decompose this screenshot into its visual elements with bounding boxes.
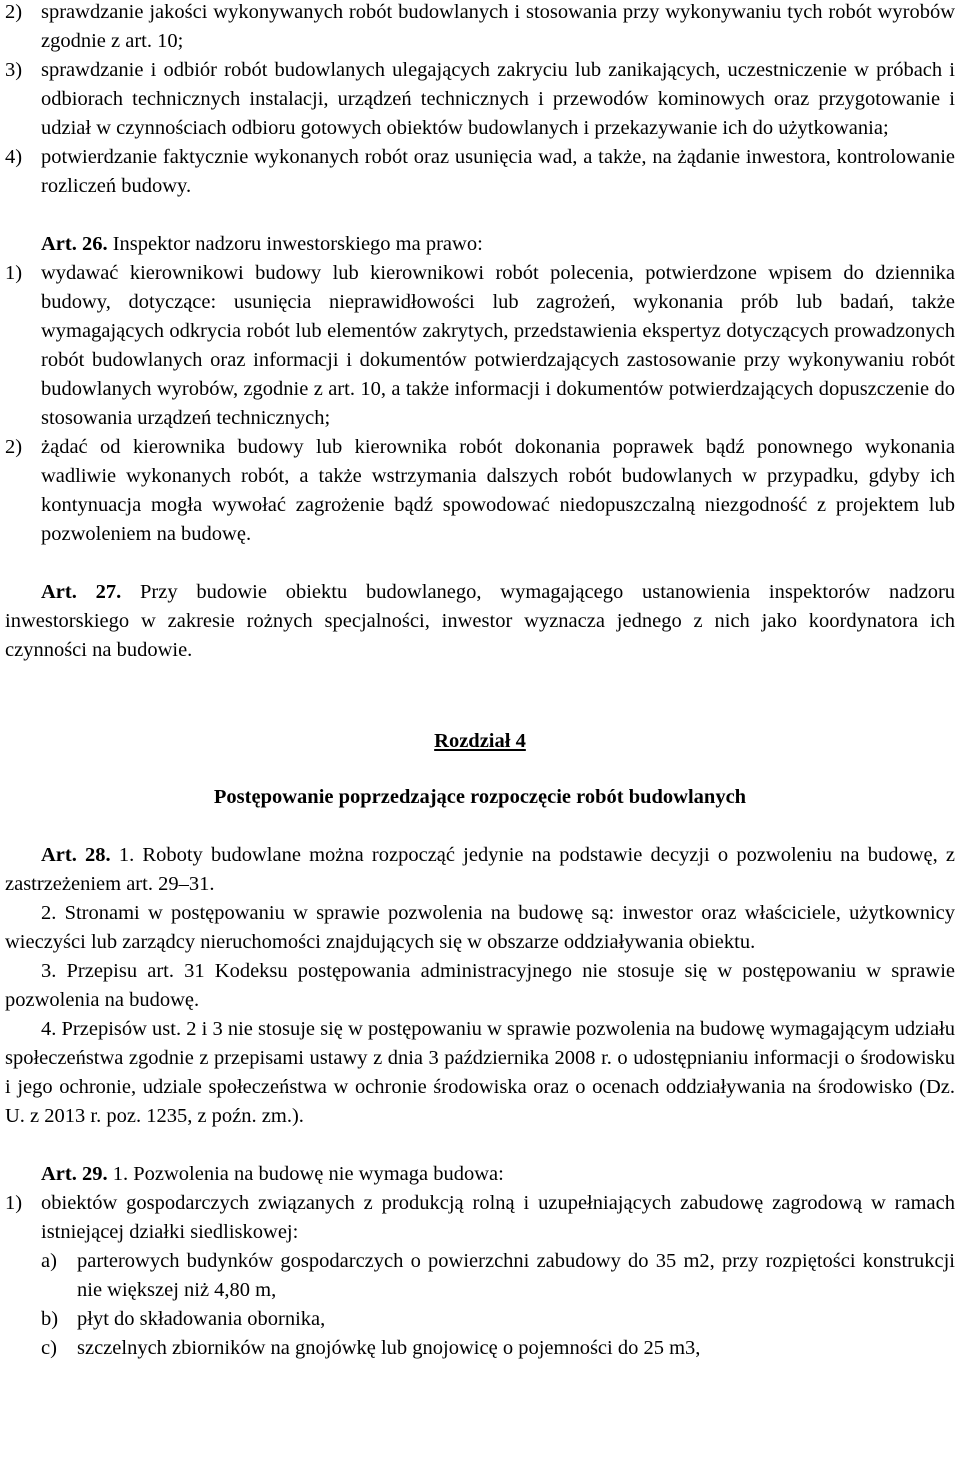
- sub-list-item: [5, 1247, 955, 1305]
- sub-list-item: [5, 1305, 955, 1334]
- item-text: obiektów gospodarczych związanych z produkcją rolną i uzupełniających zabudowę zagrodową w ramach istniejącej działki siedliskowej:: [41, 1192, 955, 1243]
- item-text: wydawać kierownikowi budowy lub kierownikowi robót polecenia, potwierdzone wpisem do dziennika budowy, dotyczące: usunięcia nieprawidłowości lub zagrożeń, wykonania prób lub badań, także wymagających odkrycia robót lub elementów zakrytych, przedstawienia ekspertyz dotyczących prowadzonych robót budowlanych oraz informacji i dokumentów potwierdzających zastosowanie przy wykonywaniu robót budowlanych wyrobów, zgodnie z art. 10, a także informacji i dokumentów potwierdzających dopuszczenie do stosowania urządzeń technicznych;: [41, 262, 955, 429]
- item-text: żądać od kierownika budowy lub kierownika robót dokonania poprawek bądź ponownego wykonania wadliwie wykonanych robót, a także wstrzymania dalszych robót budowlanych w przypadku, gdyby ich kontynuacja mogła wywołać zagrożenie bądź spowodować niedopuszczalną niezgodność z projektem lub pozwoleniem na budowę.: [41, 436, 955, 545]
- article-28-para-2: 2. Stronami w postępowaniu w sprawie pozwolenia na budowę są: inwestor oraz właściciele, użytkownicy wieczyści lub zarządcy nieruchomości znajdujących się w obszarze oddziaływania obiektu.: [5, 902, 955, 953]
- article-intro-text: 1. Pozwolenia na budowę nie wymaga budowa:: [112, 1163, 504, 1185]
- article-text: Przy budowie obiektu budowlanego, wymagającego ustanowienia inspektorów nadzoru inwestorskiego w zakresie rożnych specjalności, inwestor wyznacza jednego z nich jako koordynatora ich czynności na budowie.: [5, 581, 956, 661]
- article-label: Art. 29.: [41, 1163, 108, 1185]
- article-28-para-4: 4. Przepisów ust. 2 i 3 nie stosuje się w postępowaniu w sprawie pozwolenia na budowę wymagającym udziału społeczeństwa zgodnie z przepisami ustawy z dnia 3 października 2008 r. o udostępnianiu informacji o środowisku i jego ochronie, udziale społeczeństwa w ochronie środowiska oraz o ocenach oddziaływania na środowisko (Dz. U. z 2013 r. poz. 1235, z poźn. zm.).: [5, 1018, 955, 1127]
- article-intro-text: Inspektor nadzoru inwestorskiego ma prawo:: [112, 233, 483, 255]
- list-item: [5, 259, 955, 433]
- chapter-number: Rozdział 4: [434, 730, 526, 752]
- list-item: [5, 0, 955, 56]
- item-text: sprawdzanie jakości wykonywanych robót budowlanych i stosowania przy wykonywaniu tych robót wyrobów zgodnie z art. 10;: [41, 1, 955, 52]
- article-label: Art. 26.: [41, 233, 108, 255]
- sub-item-letter: b): [41, 1308, 59, 1330]
- sub-item-text: szczelnych zbiorników na gnojówkę lub gnojowicę o pojemności do 25 m3,: [77, 1337, 701, 1359]
- sub-list-item: [5, 1334, 955, 1363]
- item-number: 3): [5, 59, 23, 81]
- item-number: 4): [5, 146, 23, 168]
- list-item: [5, 1189, 955, 1247]
- article-27: [5, 578, 955, 665]
- article-28-para-1: [5, 841, 955, 899]
- list-item: [5, 56, 955, 143]
- sub-item-letter: c): [41, 1337, 57, 1359]
- chapter-title: Postępowanie poprzedzające rozpoczęcie robót budowlanych: [213, 786, 747, 808]
- item-number: 2): [5, 436, 23, 458]
- item-number: 1): [5, 1192, 23, 1214]
- item-text: potwierdzanie faktycznie wykonanych robót oraz usunięcia wad, a także, na żądanie inwestora, kontrolowanie rozliczeń budowy.: [41, 146, 955, 197]
- sub-item-text: płyt do składowania obornika,: [77, 1308, 326, 1330]
- list-item: [5, 433, 955, 549]
- item-text: sprawdzanie i odbiór robót budowlanych ulegających zakryciu lub zanikających, uczestniczenie w próbach i odbiorach technicznych instalacji, urządzeń technicznych i przewodów kominowych oraz przygotowanie i udział w czynnościach odbioru gotowych obiektów budowlanych i przekazywanie ich do użytkowania;: [41, 59, 955, 139]
- article-label: Art. 28.: [41, 844, 111, 866]
- item-number: 2): [5, 1, 23, 23]
- article-label: Art. 27.: [41, 581, 122, 603]
- article-26-intro: [5, 230, 955, 259]
- paragraph-text: 1. Roboty budowlane można rozpocząć jedynie na podstawie decyzji o pozwoleniu na budowę, z zastrzeżeniem art. 29–31.: [5, 844, 956, 895]
- article-28-para-3: 3. Przepisu art. 31 Kodeksu postępowania administracyjnego nie stosuje się w postępowaniu w sprawie pozwolenia na budowę.: [5, 960, 955, 1011]
- sub-item-text: parterowych budynków gospodarczych o powierzchni zabudowy do 35 m2, przy rozpiętości konstrukcji nie większej niż 4,80 m,: [77, 1250, 955, 1301]
- document-page: [5, 0, 955, 1363]
- item-number: 1): [5, 262, 23, 284]
- article-29-intro: [5, 1160, 955, 1189]
- list-item: [5, 143, 955, 201]
- sub-item-letter: a): [41, 1250, 57, 1272]
